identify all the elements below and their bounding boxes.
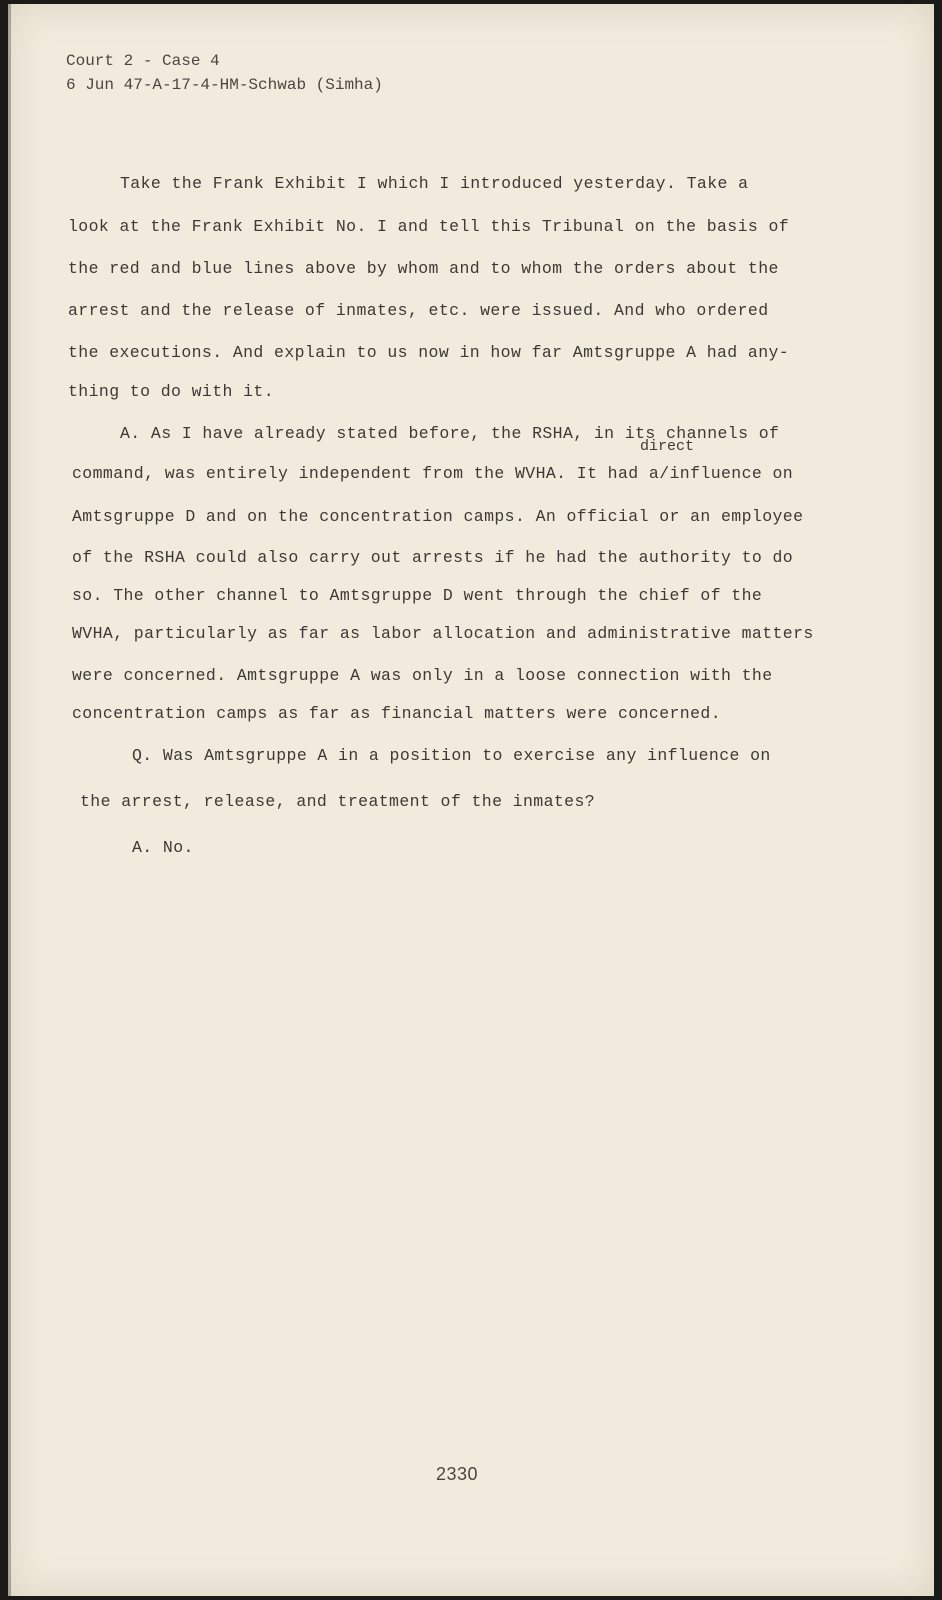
body-line: the red and blue lines above by whom and to whom the orders about the [68, 259, 779, 278]
answer-line: A. No. [132, 838, 194, 857]
body-line: arrest and the release of inmates, etc. were issued. And who ordered [68, 301, 769, 320]
body-line: look at the Frank Exhibit No. I and tell this Tribunal on the basis of [68, 217, 790, 236]
body-line: of the RSHA could also carry out arrests if he had the authority to do [72, 548, 794, 567]
answer-line: A. As I have already stated before, the RSHA, in its channels of [120, 424, 780, 443]
body-line: concentration camps as far as financial matters were concerned. [72, 704, 722, 723]
body-line: Amtsgruppe D and on the concentration camps. An official or an employee [72, 507, 804, 526]
body-line: the executions. And explain to us now in how far Amtsgruppe A had any- [68, 343, 790, 362]
body-line: Take the Frank Exhibit I which I introduced yesterday. Take a [120, 174, 749, 193]
body-line: were concerned. Amtsgruppe A was only in a loose connection with the [72, 666, 773, 685]
page-edge [8, 4, 11, 1596]
body-line: WVHA, particularly as far as labor allocation and administrative matters [72, 624, 814, 643]
case-header-line1: Court 2 - Case 4 [66, 52, 220, 70]
page-number: 2330 [436, 1464, 479, 1484]
question-line: Q. Was Amtsgruppe A in a position to exercise any influence on [132, 746, 771, 765]
body-line: so. The other channel to Amtsgruppe D went through the chief of the [72, 586, 763, 605]
case-header-line2: 6 Jun 47-A-17-4-HM-Schwab (Simha) [66, 76, 383, 94]
document-page [8, 4, 934, 1596]
handwritten-insertion: direct [640, 438, 695, 455]
body-line: the arrest, release, and treatment of the inmates? [80, 792, 596, 811]
body-line: thing to do with it. [68, 382, 275, 401]
body-line: command, was entirely independent from the WVHA. It had a/influence on [72, 464, 794, 483]
